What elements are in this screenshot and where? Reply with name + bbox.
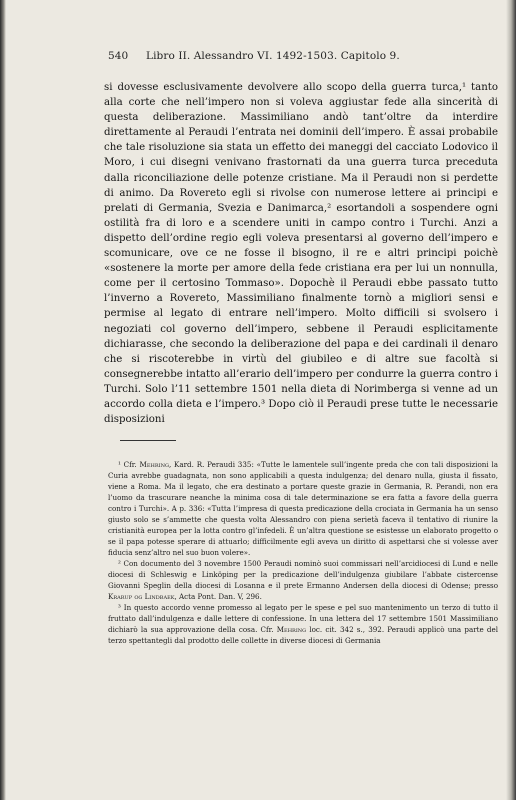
page-gutter bbox=[0, 0, 6, 800]
footnote-2: ² Con documento del 3 novembre 1500 Peraudi nominò suoi commissari nell’arcidiocesi di Lund e nelle diocesi di Schleswig e Linköping per la predicazione dell’indulgenza giubilare l’abbate cistercense Giovanni Speglin della diocesi di Losanna e il prete Ermanno Andersen della diocesi di Odense; presso Krarup og Lindbaek, Acta Pont. Dan. V, 296. bbox=[108, 559, 498, 601]
footnote-author: Mehring bbox=[276, 625, 307, 634]
page-number: 540 bbox=[108, 50, 129, 62]
footnote-separator bbox=[120, 440, 176, 441]
footnote-author: Mehring, bbox=[139, 460, 172, 469]
footnote-3: ³ In questo accordo venne promesso al legato per le spese e pel suo mantenimento un terzo di tutto il fruttato dall’indulgenza e dalle lettere di confessione. In una lettera del 17 settembre 1501 Massimiliano dichiarò la sua approvazione della cosa. Cfr. Mehring loc. cit. 342 s., 392. Peraudi applicò una parte del terzo spettantegli dal prodotto delle collette in diverse diocesi di Germania bbox=[108, 603, 498, 645]
footnote-1: ¹ Cfr. Mehring, Kard. R. Peraudi 335: «Tutte le lamentele sull’ingente preda che con tali disposizioni la Curia avrebbe guadagnata, non sono applicabili a questa indulgenza; del denaro nulla, giusta il fissato, viene a Roma. Ma il legato, che era destinato a portare queste grazie in Germania, R. Perandi, non era l’uomo da trascurare neanche la minima cosa di tale determinazione se era fatta a favore della guerra contro i Turchi». A p. 336: «Tutta l’impresa di questa predicazione della crociata in Germania ha un senso giusto solo se s’ammette che questa volta Alessandro con piena serietà faceva il tentativo di riunire la cristianità europea per la lotta contro gl’infedeli. È un’altra questione se esistesse un elaborato progetto o se il papa potesse sperare di attuarlo; difficilmente egli aveva un diritto di aspettarsi che si volesse aver fiducia senz’altro nel suo buon volere». bbox=[108, 460, 498, 557]
footnotes bbox=[108, 459, 498, 646]
footnote-author: Krarup og Lindbaek, bbox=[108, 592, 177, 601]
page-edge bbox=[506, 0, 516, 800]
main-text: si dovesse esclusivamente devolvere allo scopo della guerra turca,¹ tanto alla corte che nell’impero non si voleva aggiustar fede alla sincerità di questa deliberazione. Massimiliano andò tant’oltre da interdire direttamente al Peraudi l’entrata nei dominii dell’impero. È assai probabile che tale risoluzione sia stata un effetto dei maneggi del cacciato Lodovico il Moro, i cui disegni venivano frastornati da una guerra turca preceduta dalla riconciliazione delle potenze cristiane. Ma il Peraudi non si perdette di animo. Da Rovereto egli si rivolse con numerose lettere ai principi e prelati di Germania, Svezia e Danimarca,² esortandoli a sospendere ogni ostilità fra di loro e a scendere uniti in campo contro i Turchi. Anzi a dispetto dell’ordine regio egli voleva presentarsi al governo dell’impero e scomunicare, ove ce ne fosse il bisogno, il re e altri principi poichè «sostenere la morte per amore della fede cristiana era per lui un nonnulla, come per il certosino Tommaso». Dopochè il Peraudi ebbe passato tutto l’inverno a Rovereto, Massimiliano finalmente tornò a migliori sensi e permise al legato di entrare nell’impero. Molto difficili si svolsero i negoziati col governo dell’impero, sebbene il Peraudi esplicitamente dichiarasse, che secondo la deliberazione del papa e dei cardinali il denaro che si riscoterebbe in virtù del giubileo e di altre sue facoltà si consegnerebbe intatto all’erario dell’impero per condurre la guerra contro i Turchi. Solo l’11 settembre 1501 nella dieta di Norimberga si venne ad un accordo colla dieta e l’impero.³ Dopo ciò il Peraudi prese tutte le necessarie disposizioni bbox=[104, 82, 498, 426]
running-title: Libro II. Alessandro VI. 1492-1503. Capitolo 9. bbox=[146, 50, 400, 62]
